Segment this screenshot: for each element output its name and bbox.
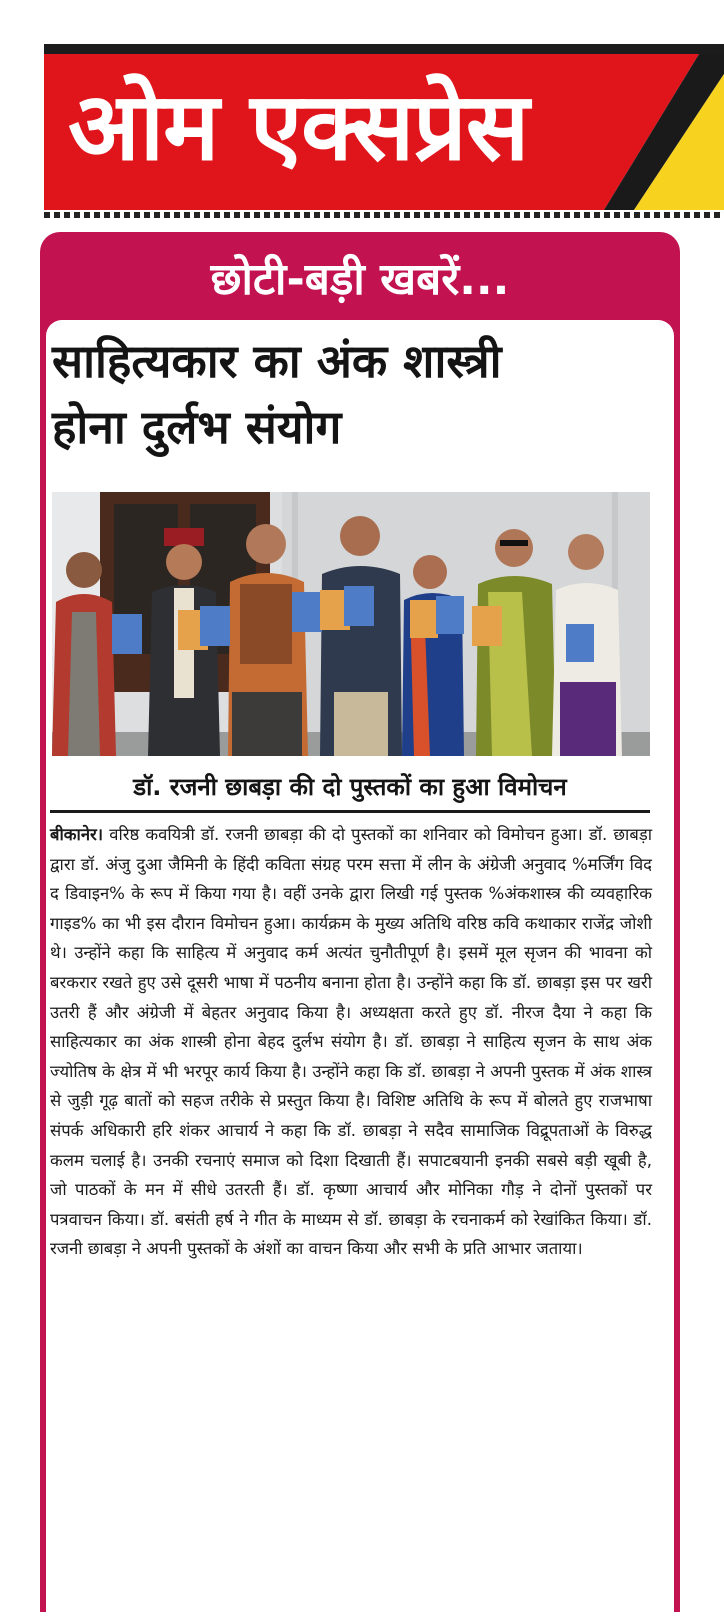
- news-section-box: [40, 232, 680, 1612]
- section-title: छोटी-बड़ी खबरें...: [210, 254, 510, 305]
- masthead-dashed-rule: [44, 212, 724, 218]
- group-photo-illustration: [52, 492, 650, 756]
- article-body: [50, 820, 652, 1264]
- masthead-top-border: [44, 44, 724, 54]
- article-dateline: बीकानेर।: [50, 825, 104, 844]
- masthead: [44, 54, 724, 210]
- article-body-text: वरिष्ठ कवयित्री डॉ. रजनी छाबड़ा की दो पुस्तकों का शनिवार को विमोचन हुआ। डॉ. छाबड़ा द्वारा डॉ. अंजु दुआ जैमिनी के हिंदी कविता संग्रह परम सत्ता में लीन के अंग्रेजी अनुवाद %मर्जिंग विद द डिवाइन% के रूप में किया गया है। वहीं उनके द्वारा लिखी गई पुस्तक %अंकशास्त्र की व्यवहारिक गाइड% का भी इस दौरान विमोचन हुआ। कार्यक्रम के मुख्य अतिथि वरिष्ठ कवि कथाकार राजेंद्र जोशी थे। उन्होंने कहा कि साहित्य में अनुवाद कर्म अत्यंत चुनौतीपूर्ण है। इसमें मूल सृजन की भावना को बरकरार रखते हुए उसे दूसरी भाषा में पठनीय बनाना होता है। उन्होंने कहा कि डॉ. छाबड़ा इस पर खरी उतरी हैं और अंग्रेजी में बेहतर अनुवाद किया है। अध्यक्षता करते हुए डॉ. नीरज दैया ने कहा कि साहित्यकार का अंक शास्त्री होना बेहद दुर्लभ संयोग है। डॉ. छाबड़ा ने साहित्य सृजन के साथ अंक ज्योतिष के क्षेत्र में भी भरपूर कार्य किया है। उन्होंने कहा कि डॉ. छाबड़ा ने अपनी पुस्तक में अंक शास्त्र से जुड़ी गूढ़ बातों को सहज तरीके से प्रस्तुत किया है। विशिष्ट अतिथि के रूप में बोलते हुए राजभाषा संपर्क अधिकारी हरि शंकर आचार्य ने कहा कि डॉ. छाबड़ा ने सदैव सामाजिक विद्रूपताओं के विरुद्ध कलम चलाई है। उनकी रचनाएं समाज को दिशा दिखाती हैं। सपाटबयानी इनकी सबसे बड़ी खूबी है, जो पाठकों के मन में सीधे उतरती हैं। डॉ. कृष्णा आचार्य और मोनिका गौड़ ने दोनों पुस्तकों पर पत्रवाचन किया। डॉ. बसंती हर्ष ने गीत के माध्यम से डॉ. छाबड़ा के रचनाकर्म को रेखांकित किया। डॉ. रजनी छाबड़ा ने अपनी पुस्तकों के अंशों का वाचन किया और सभी के प्रति आभार जताया।: [50, 825, 652, 1259]
- article-panel: [46, 320, 674, 1620]
- headline-line-1: साहित्यकार का अंक शास्त्री: [52, 334, 502, 388]
- article-headline: [52, 328, 662, 460]
- article-photo: [52, 492, 650, 756]
- article-subheadline: डॉ. रजनी छाबड़ा की दो पुस्तकों का हुआ विमोचन: [133, 773, 567, 801]
- masthead-title: ओम एक्सप्रेस: [68, 73, 529, 182]
- headline-line-2: होना दुर्लभ संयोग: [52, 400, 342, 454]
- subheadline-rule: [50, 810, 650, 813]
